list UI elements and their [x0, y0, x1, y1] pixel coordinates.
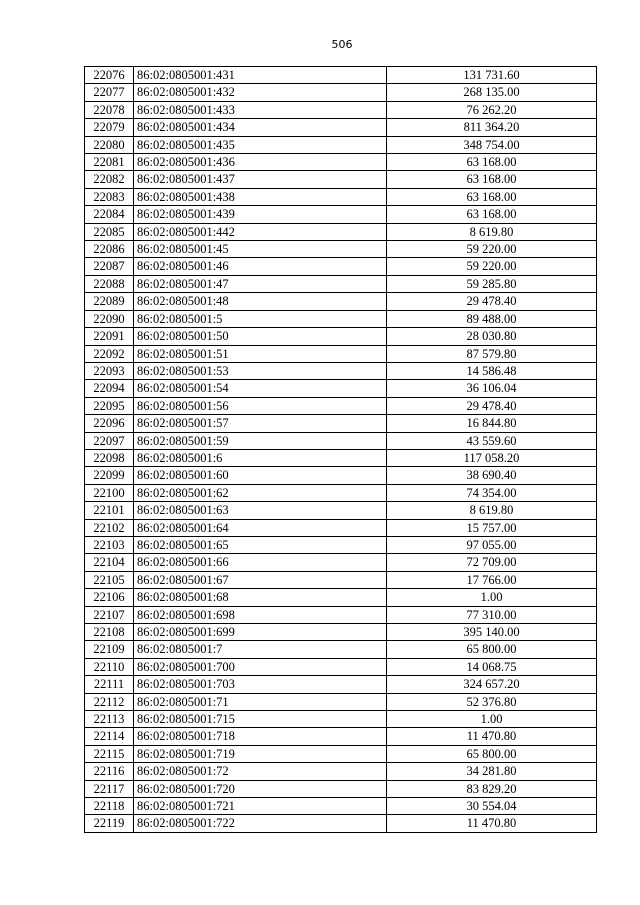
cadastral-number-cell: 86:02:0805001:431 — [134, 67, 387, 84]
value-cell: 117 058.20 — [387, 449, 597, 466]
value-cell: 8 619.80 — [387, 502, 597, 519]
cadastral-number-cell: 86:02:0805001:7 — [134, 641, 387, 658]
row-number-cell: 22091 — [85, 328, 134, 345]
value-cell: 52 376.80 — [387, 693, 597, 710]
cadastral-number-cell: 86:02:0805001:62 — [134, 484, 387, 501]
cadastral-number-cell: 86:02:0805001:46 — [134, 258, 387, 275]
row-number-cell: 22083 — [85, 188, 134, 205]
table-row — [85, 554, 597, 571]
value-cell: 8 619.80 — [387, 223, 597, 240]
cadastral-number-cell: 86:02:0805001:48 — [134, 293, 387, 310]
row-number-cell: 22111 — [85, 676, 134, 693]
table-row — [85, 502, 597, 519]
row-number-cell: 22100 — [85, 484, 134, 501]
table-row — [85, 119, 597, 136]
row-number-cell: 22082 — [85, 171, 134, 188]
row-number-cell: 22093 — [85, 362, 134, 379]
cadastral-number-cell: 86:02:0805001:72 — [134, 763, 387, 780]
table-row — [85, 206, 597, 223]
table-row — [85, 415, 597, 432]
table-row — [85, 658, 597, 675]
row-number-cell: 22112 — [85, 693, 134, 710]
cadastral-number-cell: 86:02:0805001:442 — [134, 223, 387, 240]
cadastral-number-cell: 86:02:0805001:68 — [134, 589, 387, 606]
table-row — [85, 310, 597, 327]
row-number-cell: 22080 — [85, 136, 134, 153]
table-row — [85, 606, 597, 623]
row-number-cell: 22096 — [85, 415, 134, 432]
value-cell: 11 470.80 — [387, 815, 597, 832]
table-row — [85, 519, 597, 536]
value-cell: 131 731.60 — [387, 67, 597, 84]
table-row — [85, 432, 597, 449]
cadastral-number-cell: 86:02:0805001:50 — [134, 328, 387, 345]
value-cell: 77 310.00 — [387, 606, 597, 623]
row-number-cell: 22079 — [85, 119, 134, 136]
page-number: 506 — [331, 38, 353, 51]
table-row — [85, 328, 597, 345]
table-row — [85, 728, 597, 745]
value-cell: 74 354.00 — [387, 484, 597, 501]
value-cell: 17 766.00 — [387, 571, 597, 588]
cadastral-number-cell: 86:02:0805001:699 — [134, 624, 387, 641]
table-row — [85, 815, 597, 832]
value-cell: 72 709.00 — [387, 554, 597, 571]
row-number-cell: 22095 — [85, 397, 134, 414]
value-cell: 15 757.00 — [387, 519, 597, 536]
table-row — [85, 536, 597, 553]
row-number-cell: 22108 — [85, 624, 134, 641]
cadastral-number-cell: 86:02:0805001:63 — [134, 502, 387, 519]
cadastral-number-cell: 86:02:0805001:45 — [134, 241, 387, 258]
cadastral-number-cell: 86:02:0805001:719 — [134, 745, 387, 762]
row-number-cell: 22106 — [85, 589, 134, 606]
table-row — [85, 711, 597, 728]
row-number-cell: 22102 — [85, 519, 134, 536]
value-cell: 348 754.00 — [387, 136, 597, 153]
table-row — [85, 136, 597, 153]
value-cell: 811 364.20 — [387, 119, 597, 136]
row-number-cell: 22077 — [85, 84, 134, 101]
row-number-cell: 22097 — [85, 432, 134, 449]
row-number-cell: 22105 — [85, 571, 134, 588]
cadastral-number-cell: 86:02:0805001:433 — [134, 101, 387, 118]
value-cell: 14 068.75 — [387, 658, 597, 675]
cadastral-number-cell: 86:02:0805001:56 — [134, 397, 387, 414]
table-body — [85, 67, 597, 833]
value-cell: 30 554.04 — [387, 798, 597, 815]
value-cell: 324 657.20 — [387, 676, 597, 693]
value-cell: 63 168.00 — [387, 206, 597, 223]
row-number-cell: 22076 — [85, 67, 134, 84]
table-row — [85, 345, 597, 362]
cadastral-number-cell: 86:02:0805001:53 — [134, 362, 387, 379]
row-number-cell: 22109 — [85, 641, 134, 658]
value-cell: 395 140.00 — [387, 624, 597, 641]
table-row — [85, 275, 597, 292]
cadastral-number-cell: 86:02:0805001:721 — [134, 798, 387, 815]
row-number-cell: 22088 — [85, 275, 134, 292]
table-row — [85, 223, 597, 240]
cadastral-number-cell: 86:02:0805001:439 — [134, 206, 387, 223]
row-number-cell: 22089 — [85, 293, 134, 310]
value-cell: 76 262.20 — [387, 101, 597, 118]
row-number-cell: 22094 — [85, 380, 134, 397]
value-cell: 14 586.48 — [387, 362, 597, 379]
cadastral-number-cell: 86:02:0805001:59 — [134, 432, 387, 449]
value-cell: 63 168.00 — [387, 188, 597, 205]
value-cell: 59 220.00 — [387, 241, 597, 258]
cadastral-number-cell: 86:02:0805001:51 — [134, 345, 387, 362]
value-cell: 83 829.20 — [387, 780, 597, 797]
table-row — [85, 241, 597, 258]
row-number-cell: 22081 — [85, 154, 134, 171]
table-row — [85, 571, 597, 588]
value-cell: 268 135.00 — [387, 84, 597, 101]
cadastral-number-cell: 86:02:0805001:435 — [134, 136, 387, 153]
row-number-cell: 22114 — [85, 728, 134, 745]
cadastral-number-cell: 86:02:0805001:57 — [134, 415, 387, 432]
cadastral-number-cell: 86:02:0805001:64 — [134, 519, 387, 536]
cadastral-value-table — [84, 66, 596, 833]
cadastral-number-cell: 86:02:0805001:700 — [134, 658, 387, 675]
row-number-cell: 22092 — [85, 345, 134, 362]
value-cell: 63 168.00 — [387, 154, 597, 171]
value-cell: 16 844.80 — [387, 415, 597, 432]
value-cell: 89 488.00 — [387, 310, 597, 327]
table-row — [85, 676, 597, 693]
value-cell: 34 281.80 — [387, 763, 597, 780]
data-table — [84, 66, 597, 833]
row-number-cell: 22090 — [85, 310, 134, 327]
value-cell: 36 106.04 — [387, 380, 597, 397]
value-cell: 11 470.80 — [387, 728, 597, 745]
table-row — [85, 467, 597, 484]
table-row — [85, 763, 597, 780]
row-number-cell: 22110 — [85, 658, 134, 675]
value-cell: 59 220.00 — [387, 258, 597, 275]
cadastral-number-cell: 86:02:0805001:703 — [134, 676, 387, 693]
table-row — [85, 397, 597, 414]
cadastral-number-cell: 86:02:0805001:66 — [134, 554, 387, 571]
row-number-cell: 22101 — [85, 502, 134, 519]
cadastral-number-cell: 86:02:0805001:720 — [134, 780, 387, 797]
table-row — [85, 171, 597, 188]
table-row — [85, 780, 597, 797]
table-row — [85, 362, 597, 379]
row-number-cell: 22116 — [85, 763, 134, 780]
value-cell: 87 579.80 — [387, 345, 597, 362]
table-row — [85, 449, 597, 466]
row-number-cell: 22119 — [85, 815, 134, 832]
cadastral-number-cell: 86:02:0805001:438 — [134, 188, 387, 205]
value-cell: 38 690.40 — [387, 467, 597, 484]
table-row — [85, 258, 597, 275]
value-cell: 29 478.40 — [387, 397, 597, 414]
cadastral-number-cell: 86:02:0805001:54 — [134, 380, 387, 397]
value-cell: 28 030.80 — [387, 328, 597, 345]
value-cell: 65 800.00 — [387, 641, 597, 658]
row-number-cell: 22087 — [85, 258, 134, 275]
cadastral-number-cell: 86:02:0805001:47 — [134, 275, 387, 292]
value-cell: 97 055.00 — [387, 536, 597, 553]
table-row — [85, 67, 597, 84]
table-row — [85, 84, 597, 101]
table-row — [85, 641, 597, 658]
cadastral-number-cell: 86:02:0805001:715 — [134, 711, 387, 728]
value-cell: 63 168.00 — [387, 171, 597, 188]
cadastral-number-cell: 86:02:0805001:698 — [134, 606, 387, 623]
row-number-cell: 22084 — [85, 206, 134, 223]
table-row — [85, 693, 597, 710]
cadastral-number-cell: 86:02:0805001:6 — [134, 449, 387, 466]
table-row — [85, 589, 597, 606]
table-row — [85, 154, 597, 171]
row-number-cell: 22104 — [85, 554, 134, 571]
cadastral-number-cell: 86:02:0805001:60 — [134, 467, 387, 484]
cadastral-number-cell: 86:02:0805001:5 — [134, 310, 387, 327]
row-number-cell: 22098 — [85, 449, 134, 466]
cadastral-number-cell: 86:02:0805001:437 — [134, 171, 387, 188]
table-row — [85, 798, 597, 815]
table-row — [85, 484, 597, 501]
cadastral-number-cell: 86:02:0805001:67 — [134, 571, 387, 588]
table-row — [85, 293, 597, 310]
row-number-cell: 22115 — [85, 745, 134, 762]
cadastral-number-cell: 86:02:0805001:65 — [134, 536, 387, 553]
cadastral-number-cell: 86:02:0805001:718 — [134, 728, 387, 745]
value-cell: 43 559.60 — [387, 432, 597, 449]
table-row — [85, 188, 597, 205]
table-row — [85, 101, 597, 118]
value-cell: 1.00 — [387, 711, 597, 728]
row-number-cell: 22118 — [85, 798, 134, 815]
value-cell: 59 285.80 — [387, 275, 597, 292]
cadastral-number-cell: 86:02:0805001:71 — [134, 693, 387, 710]
cadastral-number-cell: 86:02:0805001:434 — [134, 119, 387, 136]
cadastral-number-cell: 86:02:0805001:432 — [134, 84, 387, 101]
table-row — [85, 624, 597, 641]
row-number-cell: 22103 — [85, 536, 134, 553]
cadastral-number-cell: 86:02:0805001:722 — [134, 815, 387, 832]
row-number-cell: 22099 — [85, 467, 134, 484]
row-number-cell: 22086 — [85, 241, 134, 258]
table-row — [85, 380, 597, 397]
value-cell: 1.00 — [387, 589, 597, 606]
row-number-cell: 22113 — [85, 711, 134, 728]
cadastral-number-cell: 86:02:0805001:436 — [134, 154, 387, 171]
row-number-cell: 22107 — [85, 606, 134, 623]
table-row — [85, 745, 597, 762]
value-cell: 29 478.40 — [387, 293, 597, 310]
row-number-cell: 22117 — [85, 780, 134, 797]
row-number-cell: 22078 — [85, 101, 134, 118]
row-number-cell: 22085 — [85, 223, 134, 240]
value-cell: 65 800.00 — [387, 745, 597, 762]
